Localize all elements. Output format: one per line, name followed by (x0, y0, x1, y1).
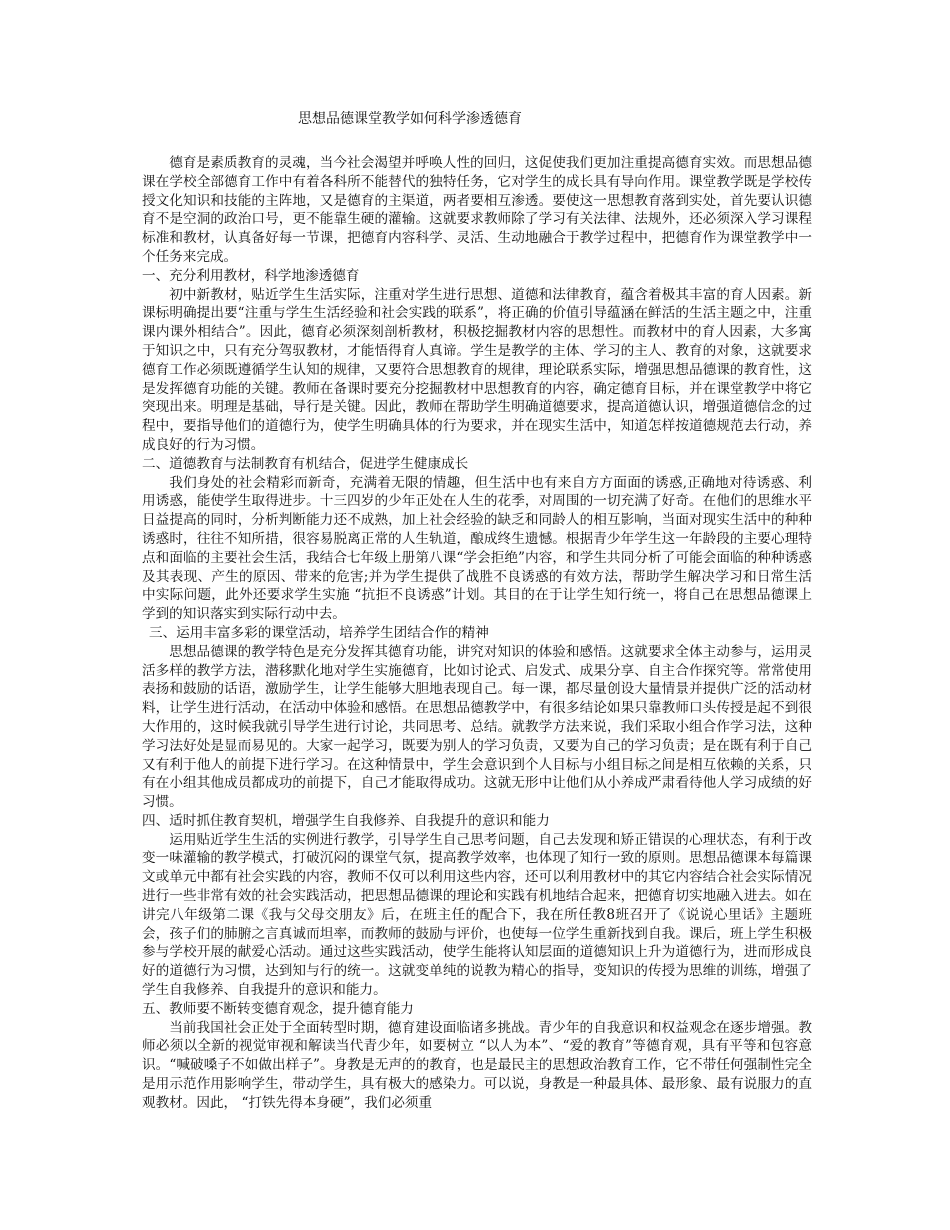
section-1-body: 初中新教材，贴近学生生活实际，注重对学生进行思想、道德和法律教育，蕴含着极其丰富的育人因素。新课标明确提出要“注重与学生生活经验和社会实践的联系”，将正确的价值引导蕴涵在鲜活的生活主题之中，注重课内课外相结合”。因此，德育必须深刻剖析教材，积极挖掘教材内容的思想性。而教材中的育人因素，大多寓于知识之中，只有充分驾驭教材，才能悟得育人真谛。学生是教学的主体、学习的主人、教育的对象，这就要求德育工作必须既遵循学生认知的规律，又要符合思想教育的规律，理论联系实际，增强思想品德课的教育性，这是发挥德育功能的关键。教师在备课时要充分挖掘教材中思想教育的内容，确定德育目标，并在课堂教学中将它突现出来。明理是基础，导行是关键。因此，教师在帮助学生明确道德要求，提高道德认识，增强道德信念的过程中，要指导他们的道德行为，使学生明确具体的行为要求，并在现实生活中，知道怎样按道德规范去行动，养成良好的行为习惯。 (142, 286, 812, 453)
document-page (142, 108, 812, 1113)
section-3-heading: 三、运用丰富多彩的课堂活动，培养学生团结合作的精神 (149, 624, 489, 641)
section-2-body: 我们身处的社会精彩而新奇，充满着无限的情趣，但生活中也有来自方方面面的诱惑,正确地对待诱惑、利用诱惑，能使学生取得进步。十三四岁的少年正处在人生的花季，对周围的一切充满了好奇。在他们的思维水平日益提高的同时，分析判断能力还不成熟，加上社会经验的缺乏和同龄人的相互影响，当面对现实生活中的种种诱惑时，往往不知所措，很容易脱离正常的人生轨道，酿成终生遗憾。根据青少年学生这一年龄段的主要心理特点和面临的主要社会生活，我结合七年级上册第八课“学会拒绝”内容，和学生共同分析了可能会面临的种种诱惑及其表现、产生的原因、带来的危害;并为学生提供了战胜不良诱惑的有效方法，帮助学生解决学习和日常生活中实际问题，此外还要求学生实施 “抗拒不良诱惑”计划。其目的在于让学生知行统一，将自己在思想品德课上学到的知识落实到实际行动中去。 (142, 474, 812, 623)
section-1-heading: 一、充分利用教材，科学地渗透德育 (142, 267, 360, 284)
section-4-heading: 四、适时抓住教育契机，增强学生自我修养、自我提升的意识和能力 (142, 812, 550, 829)
section-2-heading: 二、道德教育与法制教育有机结合，促进学生健康成长 (142, 455, 469, 472)
section-4-body: 运用贴近学生生活的实例进行教学，引导学生自己思考问题，自己去发现和矫正错误的心理状态，有利于改变一味灌输的教学模式，打破沉闷的课堂气氛，提高教学效率，也体现了知行一致的原则。思想品德课本每篇课文或单元中都有社会实践的内容，教师不仅可以利用这些内容，还可以利用教材中的其它内容结合社会实际情况进行一些非常有效的社会实践活动，把思想品德课的理论和实践有机地结合起来，把德育切实地融入进去。如在讲完八年级第二课《我与父母交朋友》后，在班主任的配合下，我在所任教8班召开了《说说心里话》主题班会，孩子们的肺腑之言真诚而坦率，而教师的鼓励与评价，也使每一位学生重新找到自我。课后，班上学生积极参与学校开展的献爱心活动。通过这些实践活动，使学生能将认知层面的道德知识上升为道德行为，进而形成良好的道德行为习惯，达到知与行的统一。这就变单纯的说教为精心的指导，变知识的传授为思维的训练，增强了学生自我修养、自我提升的意识和能力。 (142, 831, 812, 999)
section-3-body: 思想品德课的教学特色是充分发挥其德育功能，讲究对知识的体验和感悟。这就要求全体主动参与，运用灵活多样的教学方法，潜移默化地对学生实施德育，比如讨论式、启发式、成果分享、自主合作探究等。常常使用表扬和鼓励的话语，激励学生，让学生能够大胆地表现自己。每一课，都尽量创设大量情景并提供广泛的活动材料，让学生进行活动，在活动中体验和感悟。在思想品德教学中，有很多结论如果只靠教师口头传授是起不到很大作用的，这时候我就引导学生进行讨论，共同思考、总结。就教学方法来说，我们采取小组合作学习法，这种学习法好处是显而易见的。大家一起学习，既要为别人的学习负责，又要为自己的学习负责；是在既有利于自己又有利于他人的前提下进行学习。在这种情景中，学生会意识到个人目标与小组目标之间是相互依赖的关系，只有在小组其他成员都成功的前提下，自己才能取得成功。这就无形中让他们从小养成严肃看待他人学习成绩的好习惯。 (142, 643, 812, 811)
intro-paragraph: 德育是素质教育的灵魂，当今社会渴望并呼唤人性的回归，这促使我们更加注重提高德育实效。而思想品德课在学校全部德育工作中有着各科所不能替代的独特任务，它对学生的成长具有导向作用。课堂教学既是学校传授文化知识和技能的主阵地，又是德育的主渠道，两者要相互渗透。要使这一思想教育落到实处，首先要认识德育不是空洞的政治口号，更不能靠生硬的灌输。这就要求教师除了学习有关法律、法规外，还必须深入学习课程标准和教材，认真备好每一节课，把德育内容科学、灵活、生动地融合于教学过程中，把德育作为课堂教学中一个任务来完成。 (142, 155, 812, 265)
section-5-body: 当前我国社会正处于全面转型时期，德育建设面临诸多挑战。青少年的自我意识和权益观念在逐步增强。教师必须以全新的视觉审视和解读当代青少年，如要树立 “以人为本”、“爱的教育”等德育观，具有平等和包容意识。“喊破嗓子不如做出样子”。身教是无声的的教育，也是最民主的思想政治教育工作，它不带任何强制性完全是用示范作用影响学生，带动学生，具有极大的感染力。可以说，身教是一种最具体、最形象、最有说服力的直观教材。因此， “打铁先得本身硬”，我们必须重 (142, 1019, 812, 1111)
document-title: 思想品德课堂教学如何科学渗透德育 (298, 111, 522, 127)
section-5-heading: 五、教师要不断转变德育观念，提升德育能力 (142, 1000, 414, 1017)
